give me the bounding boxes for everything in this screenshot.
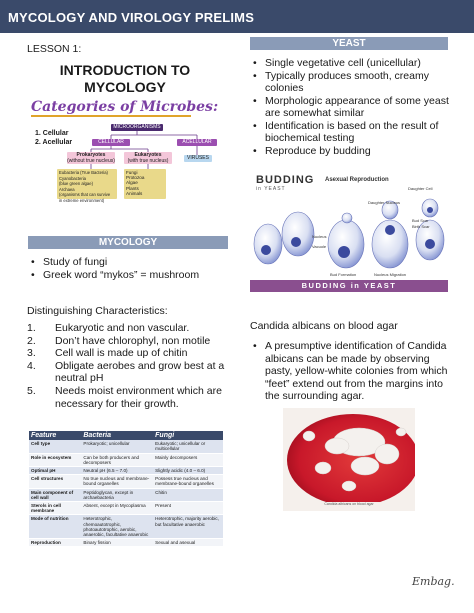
eukaryote-example: Algae xyxy=(126,180,138,186)
distinguishing-title: Distinguishing Characteristics: xyxy=(27,305,168,317)
categories-types xyxy=(35,129,72,147)
budding-footer: BUDDING in YEAST xyxy=(250,280,448,292)
table-cell: Can be both producers and decomposers xyxy=(81,453,153,466)
prokaryote-example: (organisms that can survive xyxy=(59,192,111,198)
list-item: • Single vegetative cell (unicellular) xyxy=(251,57,451,70)
list-item: 3. Cell wall is made up of chitin xyxy=(27,347,188,360)
table-cell: Binary fission xyxy=(81,539,153,547)
eukaryotes-label: Eukaryotes xyxy=(134,152,162,158)
table-cell: Slightly acidic (4.0 – 6.0) xyxy=(153,467,223,475)
author-signature: Embag. xyxy=(412,575,455,588)
eukaryote-example: Fungi xyxy=(126,170,138,175)
table-cell: Present xyxy=(153,502,223,515)
table-cell: Heterotrophic, chemoautotrophic, photoautotrophic, aerobic, anaerobic, facultative anaerobic xyxy=(81,515,153,539)
table-row xyxy=(29,453,223,466)
left-cells xyxy=(254,212,314,264)
table-header: Feature xyxy=(29,431,81,440)
table-row xyxy=(29,539,223,547)
table-cell: Role in ecosystem xyxy=(29,453,81,466)
table-cell: Heterotrophic, majority aerobic, but facultative anaerobic xyxy=(153,515,223,539)
label-bud-scar: Bud Scar xyxy=(412,218,429,223)
distinguishing-list xyxy=(27,322,227,410)
table-cell: Main component of cell wall xyxy=(29,488,81,501)
prokaryote-example: (blue green algae) xyxy=(59,181,93,187)
categories-title: Categories of Microbes: xyxy=(31,99,219,115)
prokaryote-example: Archaea xyxy=(59,186,75,192)
page-header xyxy=(0,0,474,33)
label-bud-formation: Bud Formation xyxy=(330,272,357,277)
microorganisms-box: MICROORGANISMS xyxy=(111,124,163,131)
prokaryotes-sublabel: (without true nucleus) xyxy=(67,158,115,164)
table-cell: Cell structures xyxy=(29,475,81,488)
prokaryote-example: Cyanobacteria xyxy=(59,175,87,181)
lesson-title-line1: INTRODUCTION TO xyxy=(59,62,191,78)
agar-caption: Candida albicans on blood agar xyxy=(324,502,374,506)
mycology-heading: MYCOLOGY xyxy=(28,236,228,249)
label-birth-scar: Birth Scar xyxy=(412,224,430,229)
eukaryotes-sublabel: (with true nucleus) xyxy=(127,158,169,164)
table-cell: No true nucleus and membrane-bound organelles xyxy=(81,475,153,488)
cellular-box: CELLULAR xyxy=(92,139,130,146)
lesson-title xyxy=(27,62,223,96)
categories-of-microbes-figure xyxy=(29,99,226,201)
table-row xyxy=(29,515,223,539)
eukaryotes-box xyxy=(124,152,172,164)
candida-title: Candida albicans on blood agar xyxy=(250,320,398,332)
prokaryote-example: in extreme environment) xyxy=(59,197,105,203)
budding-subtitle: in YEAST xyxy=(256,186,286,192)
table-cell: Prokaryotic; unicellular xyxy=(81,440,153,453)
table-row xyxy=(29,502,223,515)
table-cell: Reproduction xyxy=(29,539,81,547)
table-cell: Optimal pH xyxy=(29,467,81,475)
blood-agar-plate-image xyxy=(283,408,415,502)
candida-agar-photo xyxy=(283,408,415,511)
list-item: • Morphologic appearance of some yeast are somewhat similar xyxy=(251,95,451,120)
prokaryote-example: Eubacteria (True Bacteria) xyxy=(59,170,108,175)
budding-figure xyxy=(250,172,448,292)
table-cell: Sexual and asexual xyxy=(153,539,223,547)
list-item: • Typically produces smooth, creamy colonies xyxy=(251,70,451,95)
header-title: MYCOLOGY AND VIROLOGY PRELIMS xyxy=(8,10,255,25)
table-cell: Possess true nucleus and membrane-bound organelles xyxy=(153,475,223,488)
list-item: • Study of fungi xyxy=(29,256,229,269)
list-item: 5. Needs moist environment which are necessary for their growth. xyxy=(27,384,222,410)
list-item: 2. Don’t have chlorophyl, non motile xyxy=(27,334,211,347)
label-vacuole: Vacuole xyxy=(312,244,327,249)
table-cell: Neutral pH (6.5 – 7.0) xyxy=(81,467,153,475)
lesson-label: LESSON 1: xyxy=(27,43,82,55)
table-cell: Eukaryotic; unicellular or multicellular xyxy=(153,440,223,453)
table-row xyxy=(29,488,223,501)
table-header: Bacteria xyxy=(81,431,153,440)
prokaryote-examples xyxy=(57,169,117,203)
label-nucleus: Nucleus xyxy=(312,234,327,239)
table-row xyxy=(29,475,223,488)
prokaryotes-box xyxy=(67,152,115,164)
right-cells xyxy=(328,199,444,268)
table-row xyxy=(29,467,223,475)
type-cellular: 1. Cellular xyxy=(35,130,69,137)
table-header: Fungi xyxy=(153,431,223,440)
table-row xyxy=(29,440,223,453)
list-item: • Greek word “mykos” = mushroom xyxy=(29,269,229,282)
list-item: 4. Obligate aerobes and grow best at a neutral pH xyxy=(27,359,225,385)
prokaryotes-label: Prokaryotes xyxy=(76,152,106,158)
table-cell: Mode of nutrition xyxy=(29,515,81,539)
acellular-box: ACELLULAR xyxy=(177,139,217,146)
eukaryote-examples xyxy=(124,169,166,199)
eukaryote-example: Protozoa xyxy=(126,175,145,181)
yeast-heading: YEAST xyxy=(250,37,448,50)
list-item: • Identification is based on the result of biochemical testing xyxy=(251,120,451,145)
table-cell: Cell type xyxy=(29,440,81,453)
type-acellular: 2. Acellular xyxy=(35,139,73,146)
asexual-reproduction-title: Asexual Reproduction xyxy=(325,177,389,183)
table-cell: Absent, except in Mycoplasma xyxy=(81,502,153,515)
table-cell: Sterols in cell membrane xyxy=(29,502,81,515)
yeast-list xyxy=(251,57,451,157)
viruses-box: VIRUSES xyxy=(184,155,212,162)
table-cell: Chitin xyxy=(153,488,223,501)
label-daughter-nucleus: Daughter Nucleus xyxy=(368,200,401,205)
eukaryote-example: Animals xyxy=(126,190,143,196)
lesson-title-line2: MYCOLOGY xyxy=(84,79,166,95)
candida-list xyxy=(251,340,451,403)
label-daughter-cell: Daughter Cell xyxy=(408,186,433,191)
list-item: • A presumptive identification of Candida albicans can be made by observing pasty, yellow-white colonies from which “feet” extend out from the margins into the surrounding agar. xyxy=(251,340,451,403)
table-cell: Mainly decomposers xyxy=(153,453,223,466)
list-item: 1. Eukaryotic and non vascular. xyxy=(27,322,190,334)
table-cell: Peptidoglycan, except in archaebacteria xyxy=(81,488,153,501)
table-header-row xyxy=(29,431,223,440)
label-nucleus-migration: Nucleus Migration xyxy=(374,272,407,277)
mycology-list xyxy=(29,256,229,281)
eukaryote-example: Plants xyxy=(126,185,139,191)
list-item: • Reproduce by budding xyxy=(251,145,451,158)
bacteria-fungi-table xyxy=(29,431,223,547)
budding-title: BUDDING xyxy=(256,174,315,186)
